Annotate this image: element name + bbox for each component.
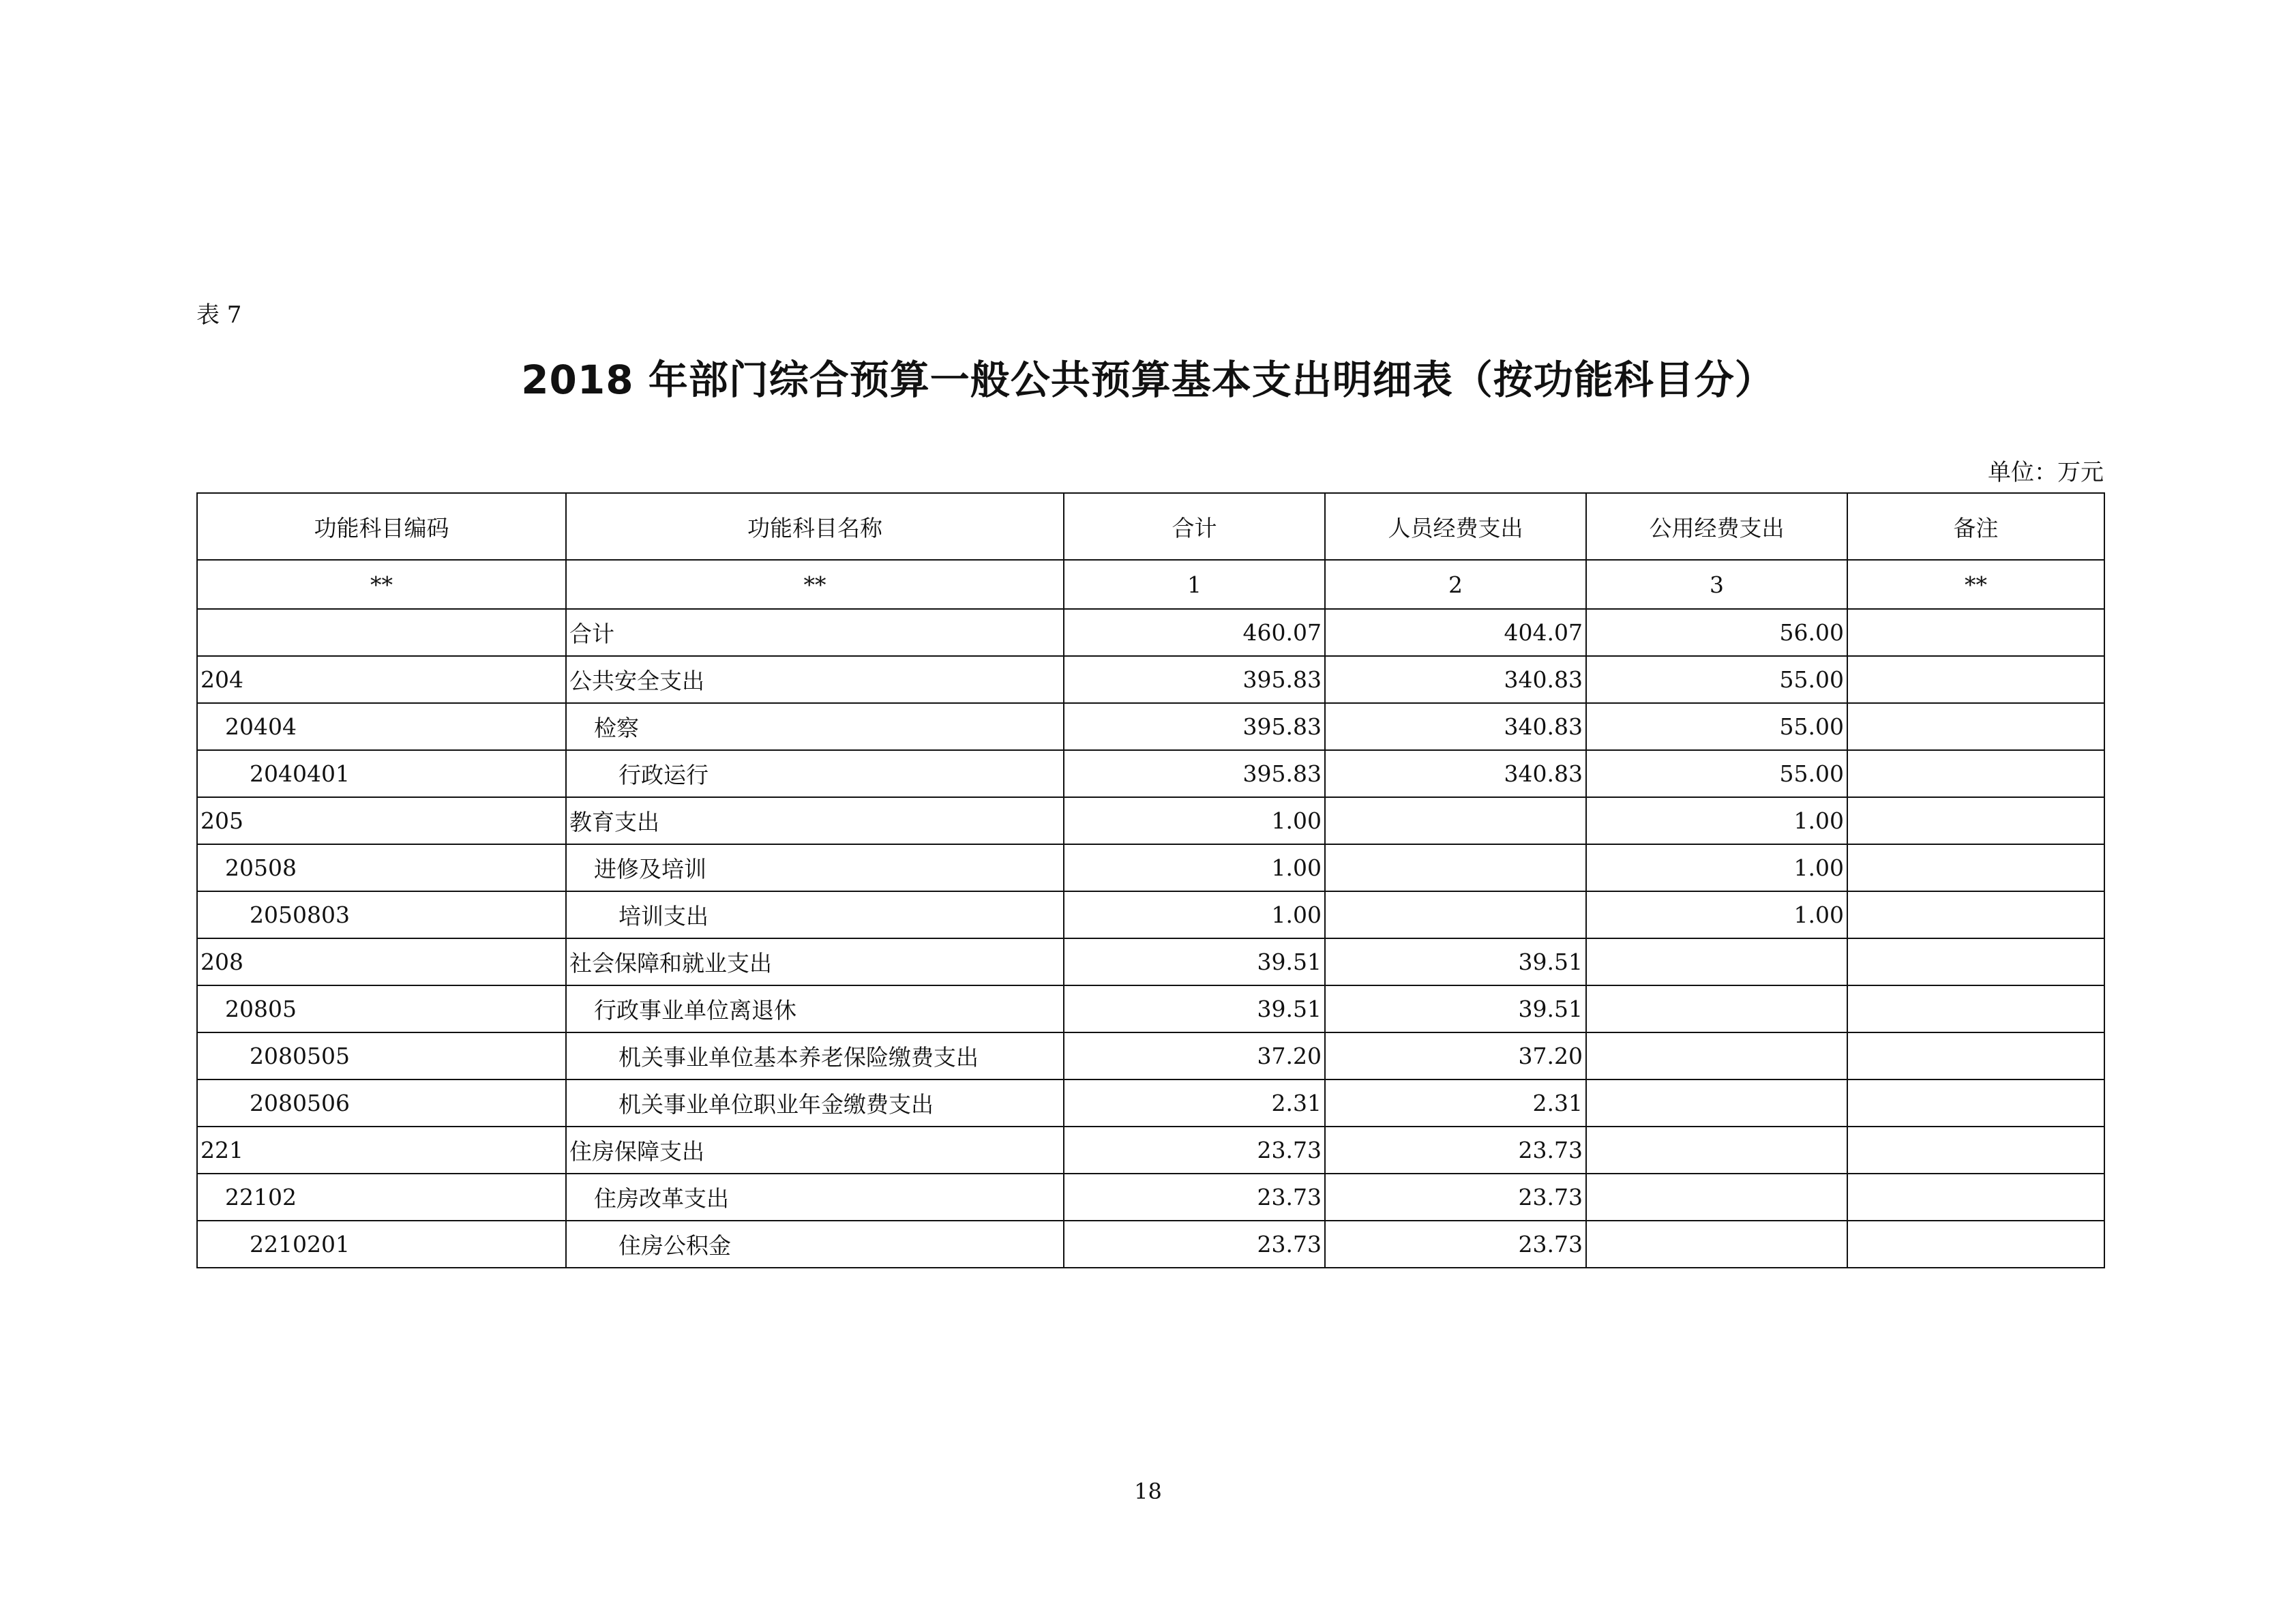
personnel-cell: 23.73 bbox=[1325, 1127, 1586, 1174]
note-cell bbox=[1847, 609, 2104, 656]
personnel-cell: 340.83 bbox=[1325, 750, 1586, 797]
note-cell bbox=[1847, 797, 2104, 844]
total-cell: 39.51 bbox=[1064, 985, 1325, 1032]
code-cell: 20508 bbox=[197, 844, 566, 891]
total-cell: 2.31 bbox=[1064, 1079, 1325, 1127]
personnel-cell: 37.20 bbox=[1325, 1032, 1586, 1079]
code-cell: 2050803 bbox=[197, 891, 566, 938]
table-label: 表 7 bbox=[196, 301, 242, 329]
public-cell bbox=[1586, 985, 1847, 1032]
column-header-note: 备注 bbox=[1847, 493, 2104, 560]
column-index-row bbox=[197, 560, 2104, 609]
personnel-cell: 2.31 bbox=[1325, 1079, 1586, 1127]
table-row bbox=[197, 1221, 2104, 1268]
name-cell: 培训支出 bbox=[566, 891, 1064, 938]
name-cell: 社会保障和就业支出 bbox=[566, 938, 1064, 985]
total-cell: 395.83 bbox=[1064, 656, 1325, 703]
total-cell: 37.20 bbox=[1064, 1032, 1325, 1079]
public-cell: 55.00 bbox=[1586, 750, 1847, 797]
index-cell: 3 bbox=[1586, 560, 1847, 609]
name-cell: 住房保障支出 bbox=[566, 1127, 1064, 1174]
budget-table bbox=[196, 492, 2105, 1268]
name-cell: 机关事业单位基本养老保险缴费支出 bbox=[566, 1032, 1064, 1079]
code-cell: 20805 bbox=[197, 985, 566, 1032]
table-row bbox=[197, 938, 2104, 985]
column-header-public: 公用经费支出 bbox=[1586, 493, 1847, 560]
name-cell: 进修及培训 bbox=[566, 844, 1064, 891]
note-cell bbox=[1847, 891, 2104, 938]
index-cell: ** bbox=[1847, 560, 2104, 609]
table-row bbox=[197, 891, 2104, 938]
index-cell: 2 bbox=[1325, 560, 1586, 609]
name-cell: 住房改革支出 bbox=[566, 1174, 1064, 1221]
personnel-cell: 39.51 bbox=[1325, 938, 1586, 985]
code-cell: 208 bbox=[197, 938, 566, 985]
total-cell: 39.51 bbox=[1064, 938, 1325, 985]
note-cell bbox=[1847, 656, 2104, 703]
code-cell: 205 bbox=[197, 797, 566, 844]
total-cell: 460.07 bbox=[1064, 609, 1325, 656]
note-cell bbox=[1847, 844, 2104, 891]
note-cell bbox=[1847, 1127, 2104, 1174]
total-cell: 1.00 bbox=[1064, 891, 1325, 938]
code-cell bbox=[197, 609, 566, 656]
column-header-name: 功能科目名称 bbox=[566, 493, 1064, 560]
note-cell bbox=[1847, 1221, 2104, 1268]
note-cell bbox=[1847, 938, 2104, 985]
personnel-cell: 404.07 bbox=[1325, 609, 1586, 656]
public-cell bbox=[1586, 1174, 1847, 1221]
note-cell bbox=[1847, 1032, 2104, 1079]
name-cell: 行政事业单位离退休 bbox=[566, 985, 1064, 1032]
table-row bbox=[197, 985, 2104, 1032]
name-cell: 合计 bbox=[566, 609, 1064, 656]
personnel-cell: 23.73 bbox=[1325, 1221, 1586, 1268]
public-cell: 1.00 bbox=[1586, 844, 1847, 891]
name-cell: 行政运行 bbox=[566, 750, 1064, 797]
total-cell: 395.83 bbox=[1064, 750, 1325, 797]
total-cell: 1.00 bbox=[1064, 797, 1325, 844]
public-cell bbox=[1586, 938, 1847, 985]
code-cell: 2040401 bbox=[197, 750, 566, 797]
table-row bbox=[197, 797, 2104, 844]
code-cell: 2210201 bbox=[197, 1221, 566, 1268]
public-cell: 55.00 bbox=[1586, 703, 1847, 750]
index-cell: ** bbox=[197, 560, 566, 609]
public-cell: 1.00 bbox=[1586, 891, 1847, 938]
table-row bbox=[197, 656, 2104, 703]
public-cell bbox=[1586, 1032, 1847, 1079]
table-row bbox=[197, 609, 2104, 656]
unit-label: 单位：万元 bbox=[1988, 459, 2104, 486]
code-cell: 22102 bbox=[197, 1174, 566, 1221]
personnel-cell bbox=[1325, 844, 1586, 891]
total-cell: 1.00 bbox=[1064, 844, 1325, 891]
total-cell: 395.83 bbox=[1064, 703, 1325, 750]
name-cell: 机关事业单位职业年金缴费支出 bbox=[566, 1079, 1064, 1127]
table-row bbox=[197, 1079, 2104, 1127]
public-cell: 56.00 bbox=[1586, 609, 1847, 656]
name-cell: 住房公积金 bbox=[566, 1221, 1064, 1268]
table-row bbox=[197, 1174, 2104, 1221]
public-cell: 1.00 bbox=[1586, 797, 1847, 844]
total-cell: 23.73 bbox=[1064, 1174, 1325, 1221]
table-header-row bbox=[197, 493, 2104, 560]
table-row bbox=[197, 703, 2104, 750]
code-cell: 2080506 bbox=[197, 1079, 566, 1127]
table-row bbox=[197, 750, 2104, 797]
document-title: 2018 年部门综合预算一般公共预算基本支出明细表（按功能科目分） bbox=[521, 357, 1775, 403]
public-cell bbox=[1586, 1079, 1847, 1127]
public-cell bbox=[1586, 1221, 1847, 1268]
table-row bbox=[197, 1032, 2104, 1079]
personnel-cell: 23.73 bbox=[1325, 1174, 1586, 1221]
column-header-personnel: 人员经费支出 bbox=[1325, 493, 1586, 560]
code-cell: 204 bbox=[197, 656, 566, 703]
personnel-cell: 340.83 bbox=[1325, 703, 1586, 750]
index-cell: ** bbox=[566, 560, 1064, 609]
column-header-code: 功能科目编码 bbox=[197, 493, 566, 560]
personnel-cell: 340.83 bbox=[1325, 656, 1586, 703]
table-row bbox=[197, 844, 2104, 891]
column-header-total: 合计 bbox=[1064, 493, 1325, 560]
public-cell bbox=[1586, 1127, 1847, 1174]
note-cell bbox=[1847, 1174, 2104, 1221]
note-cell bbox=[1847, 750, 2104, 797]
total-cell: 23.73 bbox=[1064, 1221, 1325, 1268]
note-cell bbox=[1847, 703, 2104, 750]
name-cell: 公共安全支出 bbox=[566, 656, 1064, 703]
personnel-cell bbox=[1325, 797, 1586, 844]
note-cell bbox=[1847, 985, 2104, 1032]
note-cell bbox=[1847, 1079, 2104, 1127]
total-cell: 23.73 bbox=[1064, 1127, 1325, 1174]
page-number: 18 bbox=[1134, 1478, 1162, 1504]
personnel-cell: 39.51 bbox=[1325, 985, 1586, 1032]
code-cell: 2080505 bbox=[197, 1032, 566, 1079]
code-cell: 221 bbox=[197, 1127, 566, 1174]
index-cell: 1 bbox=[1064, 560, 1325, 609]
personnel-cell bbox=[1325, 891, 1586, 938]
table-row bbox=[197, 1127, 2104, 1174]
name-cell: 教育支出 bbox=[566, 797, 1064, 844]
code-cell: 20404 bbox=[197, 703, 566, 750]
public-cell: 55.00 bbox=[1586, 656, 1847, 703]
name-cell: 检察 bbox=[566, 703, 1064, 750]
